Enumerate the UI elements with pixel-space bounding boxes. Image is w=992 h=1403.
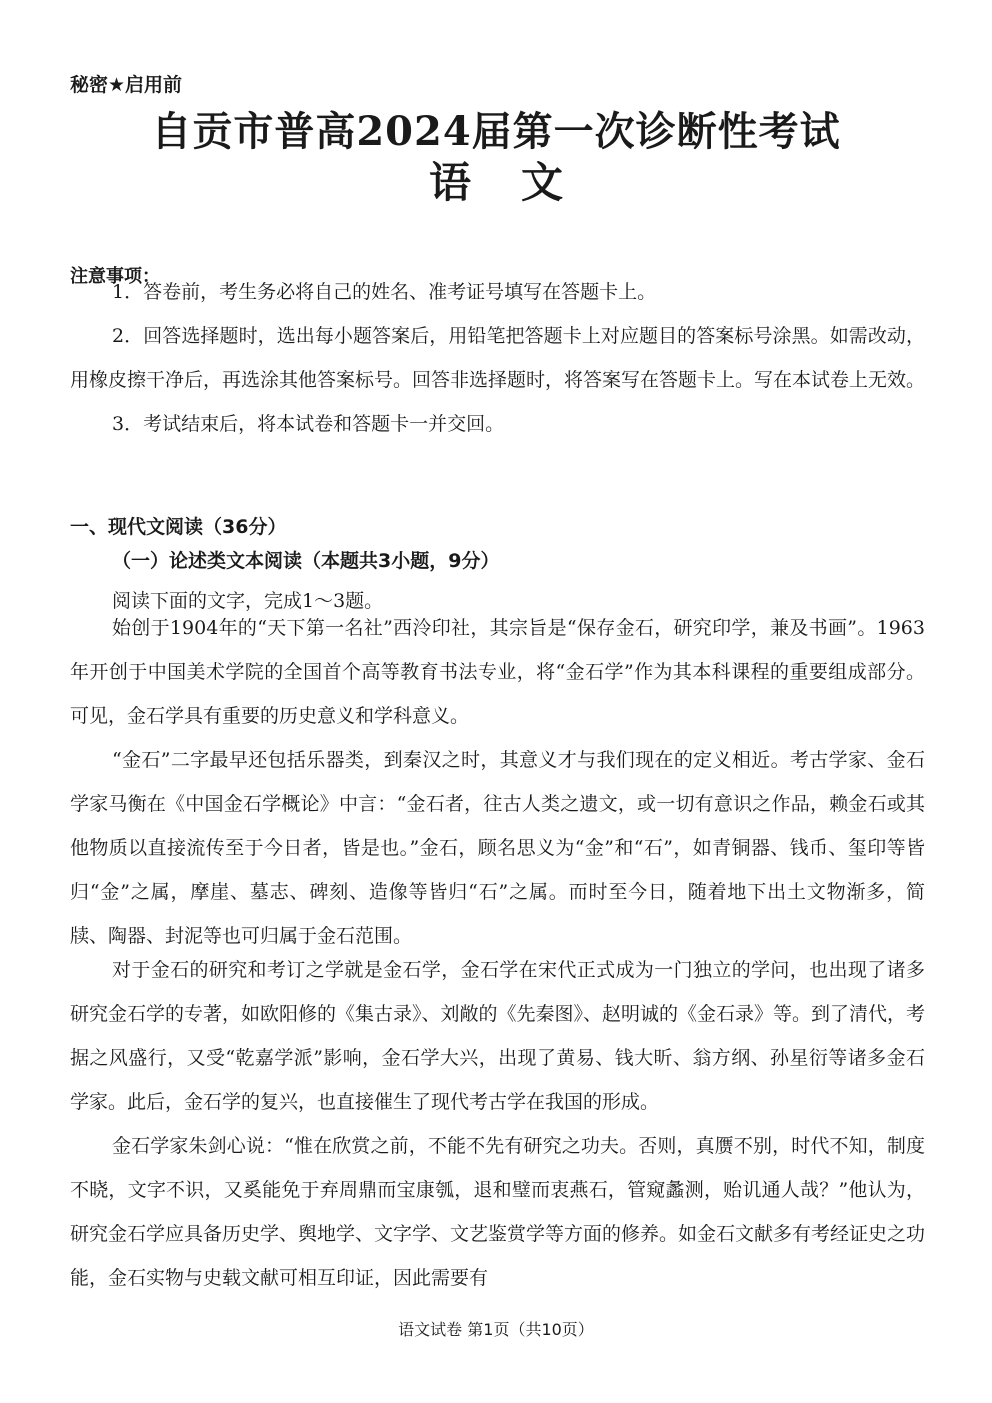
reading-instruction: 阅读下面的文字，完成1～3题。 bbox=[112, 590, 384, 612]
secret-mark: 秘密★启用前 bbox=[70, 74, 183, 96]
page-footer: 语文试卷 第1页（共10页） bbox=[398, 1320, 594, 1339]
body-paragraph-1: 始创于1904年的“天下第一名社”西泠印社，其宗旨是“保存金石，研究印学，兼及书画”。1963年开创于中国美术学院的全国首个高等教育书法专业，将“金石学”作为其本科课程的重要组成部分。可见，金石学具有重要的历史意义和学科意义。 bbox=[70, 617, 925, 727]
exam-title: 自贡市普高2024届第一次诊断性考试 bbox=[151, 108, 841, 155]
note-item-1: 1．答卷前，考生务必将自己的姓名、准考证号填写在答题卡上。 bbox=[112, 281, 657, 303]
section-title: 一、现代文阅读（36分） bbox=[70, 516, 287, 538]
notes-heading: 注意事项： bbox=[70, 266, 160, 287]
body-paragraph-3: 对于金石的研究和考订之学就是金石学，金石学在宋代正式成为一门独立的学问，也出现了诸多研究金石学的专著，如欧阳修的《集古录》、刘敞的《先秦图》、赵明诚的《金石录》等。到了清代，考据之风盛行，又受“乾嘉学派”影响，金石学大兴，出现了黄易、钱大昕、翁方纲、孙星衍等诸多金石学家。此后，金石学的复兴，也直接催生了现代考古学在我国的形成。 bbox=[70, 959, 926, 1113]
body-paragraph-2: “金石”二字最早还包括乐器类，到秦汉之时，其意义才与我们现在的定义相近。考古学家、金石学家马衡在《中国金石学概论》中言：“金石者，往古人类之遗文，或一切有意识之作品，赖金石或其他物质以直接流传至于今日者，皆是也。”金石，顾名思义为“金”和“石”，如青铜器、钱币、玺印等皆归“金”之属，摩崖、墓志、碑刻、造像等皆归“石”之属。而时至今日，随着地下出土文物渐多，简牍、陶器、封泥等也可归属于金石范围。 bbox=[70, 749, 925, 947]
note-item-3: 3．考试结束后，将本试卷和答题卡一并交回。 bbox=[112, 413, 505, 435]
note-item-2: 2．回答选择题时，选出每小题答案后，用铅笔把答题卡上对应题目的答案标号涂黑。如需改动，用橡皮擦干净后，再选涂其他答案标号。回答非选择题时，将答案写在答题卡上。写在本试卷上无效。 bbox=[70, 325, 926, 391]
subsection-title: （一）论述类文本阅读（本题共3小题，9分） bbox=[112, 550, 500, 572]
body-paragraph-4: 金石学家朱剑心说：“惟在欣赏之前，不能不先有研究之功夫。否则，真赝不别，时代不知，制度不晓，文字不识，又奚能免于弃周鼎而宝康瓠，退和璧而衷燕石，管窥蠡测，贻讥通人哉？”他认为，研究金石学应具备历史学、舆地学、文字学、文艺鉴赏学等方面的修养。如金石文献多有考经证史之功能，金石实物与史载文献可相互印证，因此需要有 bbox=[70, 1135, 926, 1289]
subject-title: 语文 bbox=[428, 158, 613, 207]
